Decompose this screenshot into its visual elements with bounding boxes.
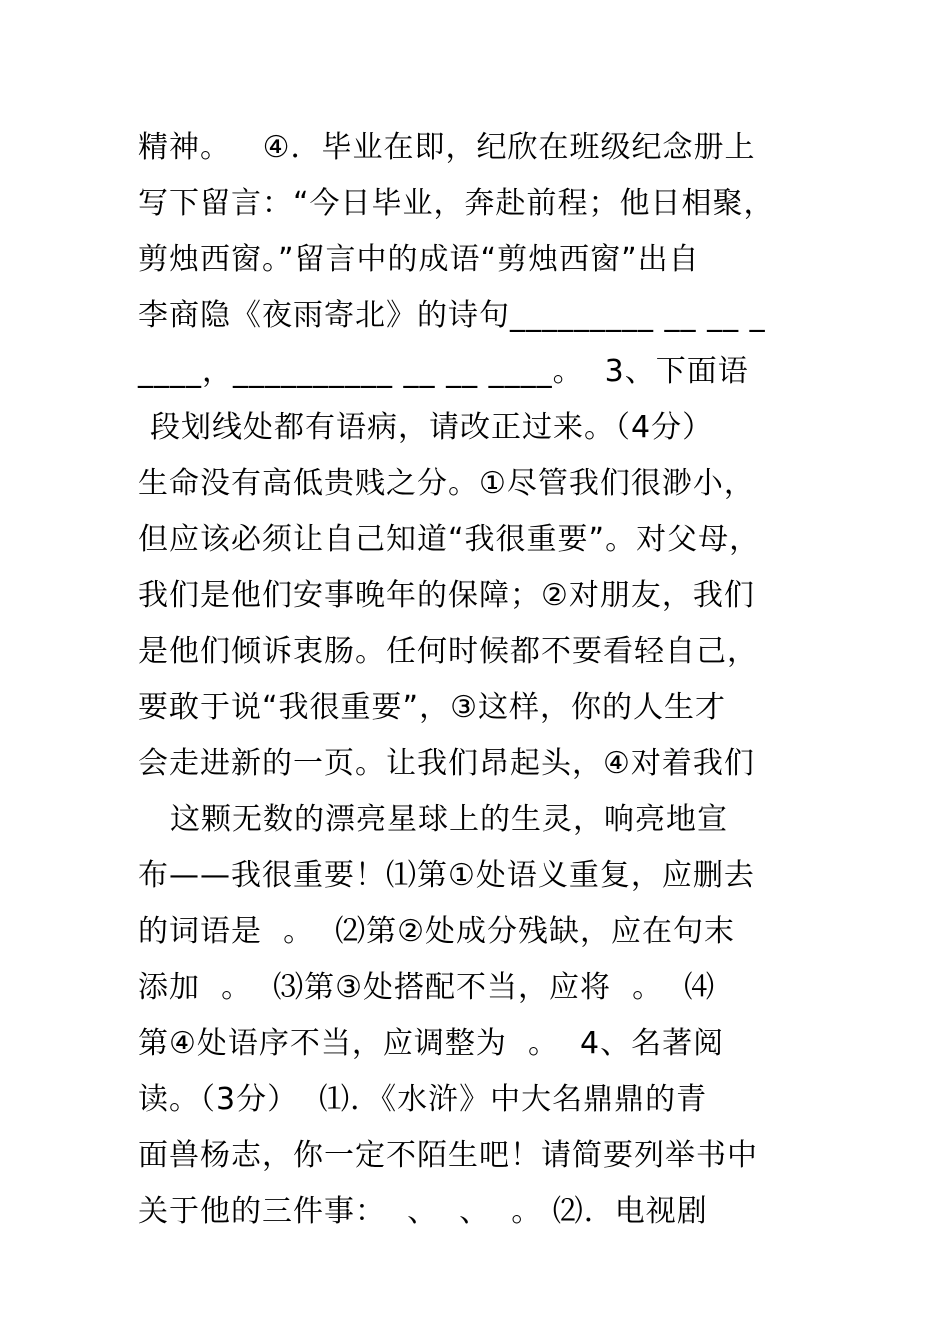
text-line: 我们是他们安事晚年的保障；②对朋友，我们 xyxy=(138,578,755,613)
text-line: 这颗无数的漂亮星球上的生灵，响亮地宣 xyxy=(170,802,728,837)
text-line: ____，__________ __ __ ____。 3、下面语 xyxy=(138,354,749,389)
text-line: 精神。 ④．毕业在即，纪欣在班级纪念册上 xyxy=(138,130,756,165)
text-line: 段划线处都有语病，请改正过来。（4分） xyxy=(150,410,714,445)
text-line: 关于他的三件事： 、 、 。 ⑵．电视剧 xyxy=(138,1194,708,1229)
text-line: 的词语是 。 ⑵第②处成分残缺，应在句末 xyxy=(138,914,736,949)
text-line: 写下留言：“今日毕业，奔赴前程；他日相聚， xyxy=(138,186,775,221)
text-line: 李商隐《夜雨寄北》的诗句_________ __ __ _ xyxy=(138,298,766,333)
text-line: 但应该必须让自己知道“我很重要”。对父母， xyxy=(138,522,761,557)
text-line: 第④处语序不当，应调整为 。 4、名著阅 xyxy=(138,1026,725,1061)
text-line: 生命没有高低贵贱之分。①尽管我们很渺小， xyxy=(138,466,755,501)
text-line: 剪烛西窗。”留言中的成语“剪烛西窗”出自 xyxy=(138,242,700,277)
text-line: 读。（3分） ⑴．《水浒》中大名鼎鼎的青 xyxy=(138,1082,708,1117)
text-line: 添加 。 ⑶第③处搭配不当，应将 。 ⑷ xyxy=(138,970,716,1005)
text-line: 会走进新的一页。让我们昂起头，④对着我们 xyxy=(138,746,755,781)
text-line: 布——我很重要！⑴第①处语义重复，应删去 xyxy=(138,858,755,893)
text-line: 面兽杨志，你一定不陌生吧！请简要列举书中 xyxy=(138,1138,758,1173)
text-line: 要敢于说“我很重要”，③这样，你的人生才 xyxy=(138,690,726,725)
text-line: 是他们倾诉衷肠。任何时候都不要看轻自己， xyxy=(138,634,758,669)
